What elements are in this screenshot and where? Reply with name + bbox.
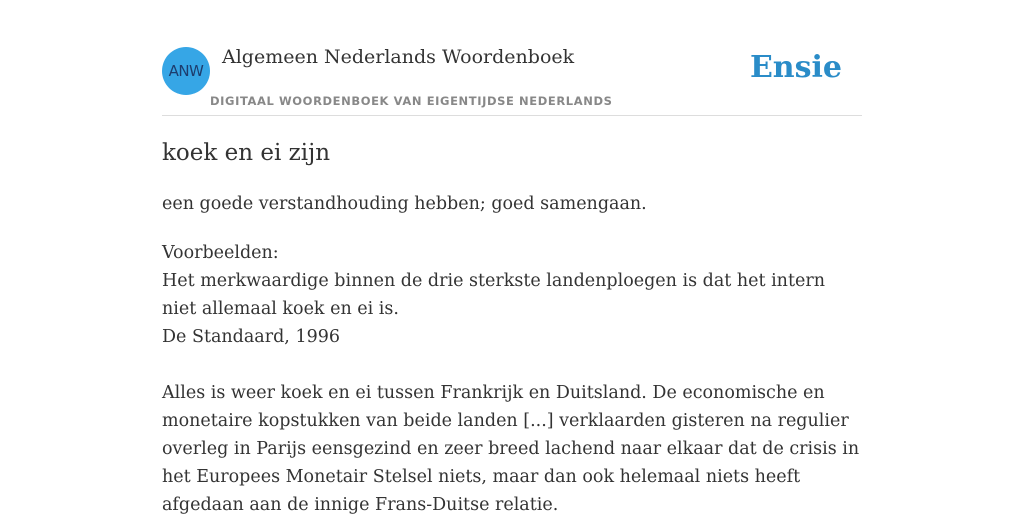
ensie-brand-logo[interactable]: Ensie: [749, 50, 842, 85]
examples-section: [162, 239, 862, 519]
example-quote: Alles is weer koek en ei tussen Frankrijk en Duitsland. De economische en monetaire kopstukken van beide landen [...] verklaarden gisteren na regulier overleg in Parijs eensgezind en zeer breed lachend naar elkaar dat de crisis in het Europees Monetair Stelsel niets, maar dan ook helemaal niets heeft afgedaan aan de innige Frans-Duitse relatie.: [162, 383, 860, 515]
entry-definition: een goede verstandhouding hebben; goed samengaan.: [162, 194, 647, 214]
anw-logo[interactable]: ANW: [162, 47, 210, 95]
examples-label: Voorbeelden:: [162, 243, 279, 263]
example-quote: Het merkwaardige binnen de drie sterkste landenploegen is dat het intern niet allemaal koek en ei is.: [162, 271, 825, 319]
entry-title: koek en ei zijn: [162, 140, 331, 166]
example-source: De Standaard, 1996: [162, 327, 340, 347]
example-spacer: [162, 351, 862, 379]
site-subtitle: DIGITAAL WOORDENBOEK VAN EIGENTIJDSE NEDERLANDS: [210, 94, 613, 108]
dictionary-page: [162, 0, 862, 515]
site-header: [162, 0, 862, 116]
site-title[interactable]: Algemeen Nederlands Woordenboek: [222, 46, 575, 68]
